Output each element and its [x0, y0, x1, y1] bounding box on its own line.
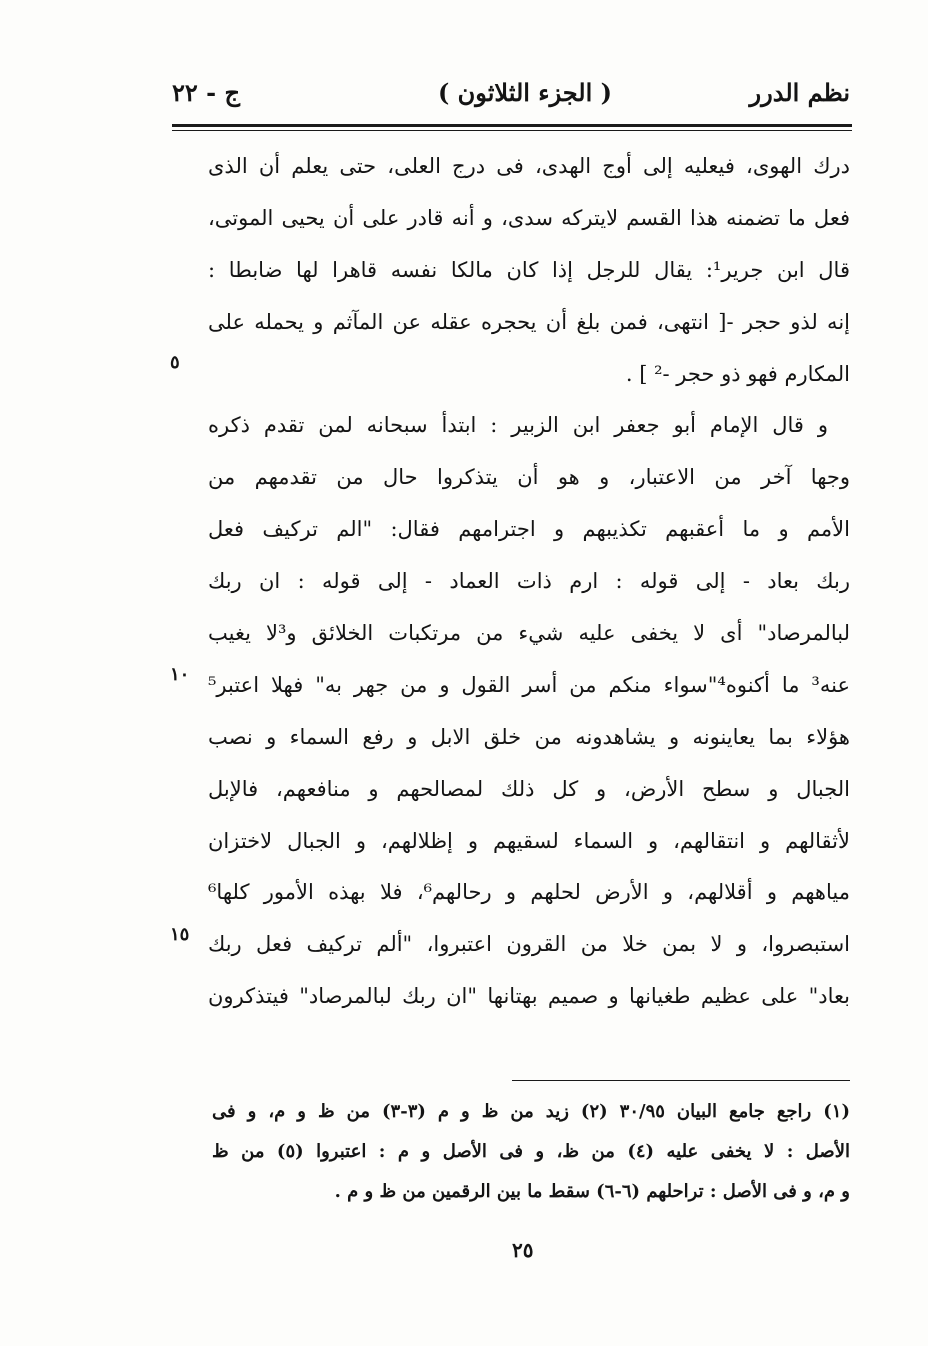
- header-rule-thin: [172, 130, 852, 131]
- header-rule-thick: [172, 124, 852, 127]
- footnote-line: (١) راجع جامع البيان ٣٠/٩٥ (٢) زيد من ظ و م (٣-٣) من ظ و م، و فى: [212, 1101, 850, 1122]
- text-line: بعاد" على عظيم طغيانها و صميم بهتانها "ان ربك لبالمرصاد" فيتذكرون: [208, 984, 850, 1009]
- line-number-10: ١٠: [170, 664, 190, 685]
- volume-number: ج - ٢٢: [172, 78, 240, 107]
- text-line: هؤلاء بما يعاينونه و يشاهدونه من خلق الابل و رفع السماء و نصب: [208, 724, 850, 749]
- footnote-line: الأصل : لا يخفى عليه (٤) من ظ، و فى الأصل و م : اعتبروا (٥) من ظ: [212, 1141, 850, 1162]
- text-line: الأمم و ما أعقبهم تكذيبهم و اجترامهم فقال: "الم تركيف فعل: [208, 517, 850, 542]
- text-line: إنه لذو حجر -[ انتهى، فمن بلغ أن يحجره عقله عن المآثم و يحمله على: [208, 309, 850, 334]
- text-line: و قال الإمام أبو جعفر ابن الزبير : ابتدأ سبحانه لمن تقدم ذكره: [208, 413, 828, 438]
- text-line: درك الهوى، فيعليه إلى أوج الهدى، فى درج العلى، حتى يعلم أن الذى: [208, 154, 850, 178]
- text-line: المكارم فهو ذو حجر -² ] .: [625, 361, 850, 386]
- footnote-line: و م، و فى الأصل : تراحلهم (٦-٦) سقط ما بين الرقمين من ظ و م .: [334, 1181, 850, 1202]
- text-line: استبصروا، و لا بمن خلا من القرون اعتبروا، "ألم تركيف فعل ربك: [208, 932, 850, 957]
- page-number: ٢٥: [512, 1238, 534, 1262]
- main-text: [208, 141, 850, 1023]
- text-line: عنه³ ما أكنوه⁴"سواء منكم من أسر القول و من جهر به" فهلا اعتبر⁵: [208, 672, 850, 697]
- book-title: نظم الدرر: [749, 78, 850, 107]
- line-number-15: ١٥: [170, 924, 190, 945]
- footnote-rule: [512, 1080, 850, 1081]
- text-line: مياههم و أقلالهم، و الأرض لحلهم و رحالهم⁶، فلا بهذه الأمور كلها⁶: [208, 880, 850, 905]
- text-line: وجها آخر من الاعتبار، و هو أن يتذكروا حال من تقدمهم من: [208, 465, 850, 490]
- text-line: قال ابن جرير¹: يقال للرجل إذا كان مالكا نفسه قاهرا لها ضابطا :: [208, 257, 850, 282]
- footnotes: [212, 1092, 850, 1212]
- text-line: الجبال و سطح الأرض، و كل ذلك لمصالحهم و منافعهم، فالإبل: [208, 776, 850, 801]
- running-header: [172, 78, 850, 118]
- text-line: لبالمرصاد" أى لا يخفى عليه شيء من مرتكبات الخلائق و³لا يغيب: [208, 621, 850, 646]
- line-number-5: ٥: [170, 352, 180, 373]
- text-line: ربك بعاد - إلى قوله : ارم ذات العماد - إلى قوله : ان ربك: [208, 569, 850, 594]
- text-line: لأثقالهم و انتقالهم، و السماء لسقيهم و إظلالهم، و الجبال لاختزان: [208, 828, 850, 853]
- part-title: ( الجزء الثلاثون ): [437, 78, 612, 107]
- text-line: فعل ما تضمنه هذا القسم لايتركه سدى، و أنه قادر على أن يحيى الموتى،: [208, 205, 850, 230]
